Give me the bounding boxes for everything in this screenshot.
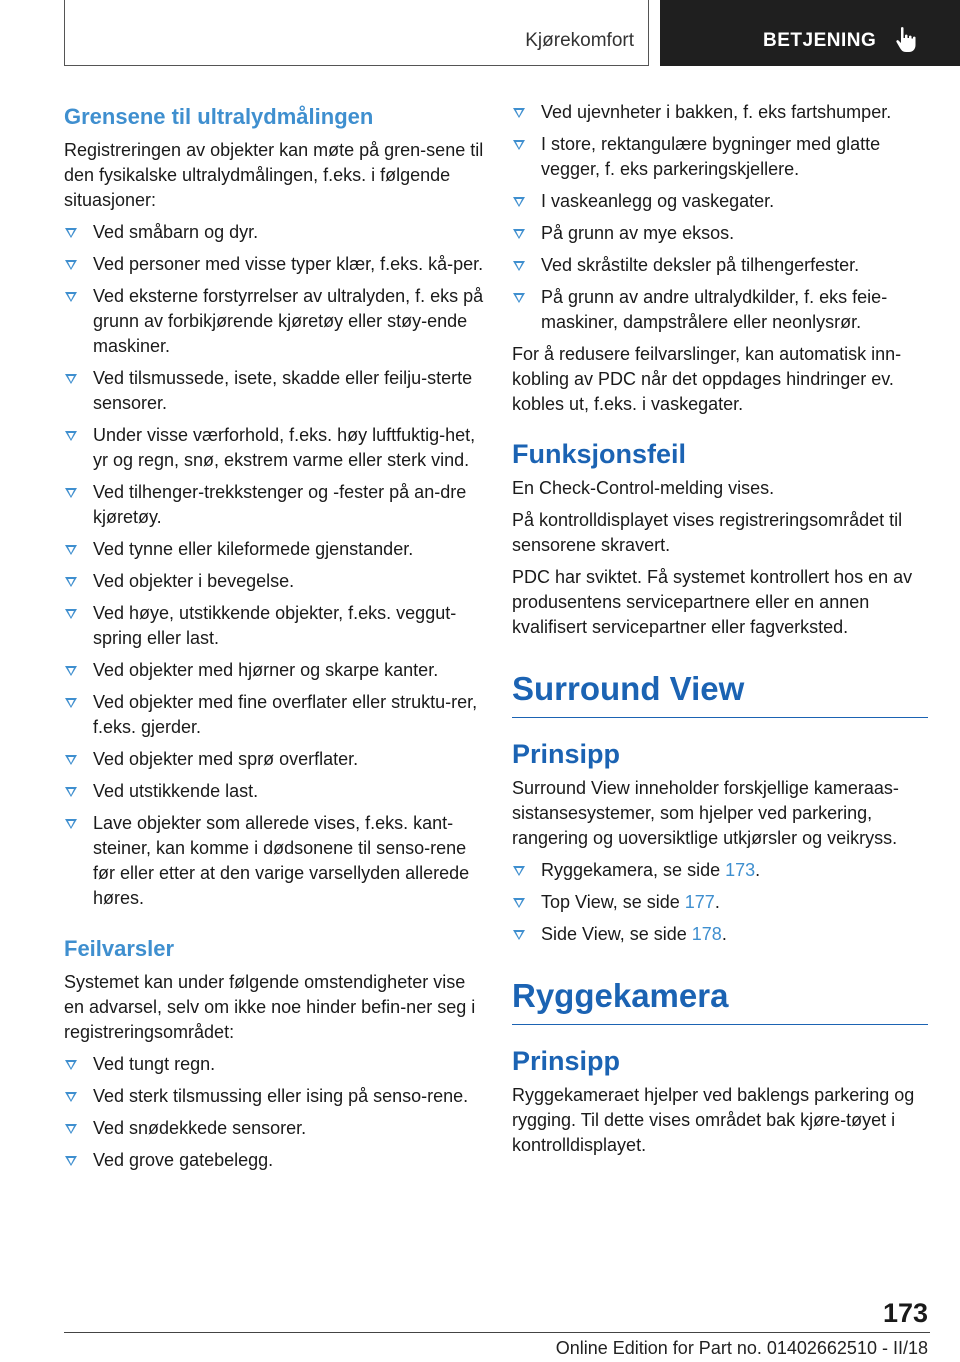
header-section-box [64,0,649,66]
bullet-list [64,220,484,911]
triangle-bullet-icon [65,787,77,797]
paragraph: Registreringen av objekter kan møte på gren-sene til den fysikalske ultralydmålingen, f.eks. i følgende situasjoner: [64,140,484,210]
triangle-bullet-icon [65,488,77,498]
footer-divider [64,1332,930,1333]
header-section-title: Kjørekomfort [525,30,634,51]
page-link[interactable]: 177 [684,892,715,912]
triangle-bullet-icon [65,1092,77,1102]
list-item: Ved snødekkede sensorer. [64,1116,484,1141]
list-item: Ved objekter i bevegelse. [64,569,484,594]
triangle-bullet-icon [513,197,525,207]
list-item: Ved eksterne forstyrrelser av ultralyden, f. eks på grunn av forbikjørende kjøretøy eller støy-ende maskiner. [64,284,484,359]
list-item: På grunn av andre ultralydkilder, f. eks feie-maskiner, dampstrålere eller neonlysrør. [512,285,928,335]
triangle-bullet-icon [65,228,77,238]
list-item: Ved sterk tilsmussing eller ising på senso-rene. [64,1084,484,1109]
paragraph: På kontrolldisplayet vises registreringsområdet til sensorene skravert. [512,510,903,555]
triangle-bullet-icon [65,1124,77,1134]
left-column [64,100,484,1180]
list-item: I vaskeanlegg og vaskegater. [512,189,928,214]
list-item: Ved tynne eller kileformede gjenstander. [64,537,484,562]
bullet-list [512,100,928,335]
list-item: Ved småbarn og dyr. [64,220,484,245]
triangle-bullet-icon [513,930,525,940]
triangle-bullet-icon [513,261,525,271]
right-column [512,100,928,1165]
list-item: På grunn av mye eksos. [512,221,928,246]
heading-principle: Prinsipp [512,739,621,769]
triangle-bullet-icon [65,292,77,302]
list-item: I store, rektangulære bygninger med glatte vegger, f. eks parkeringskjellere. [512,132,928,182]
triangle-bullet-icon [513,108,525,118]
triangle-bullet-icon [513,229,525,239]
hand-pointer-icon [894,26,920,54]
list-item: Ved skråstilte deksler på tilhengerfester. [512,253,928,278]
triangle-bullet-icon [65,666,77,676]
list-item: Ryggekamera, se side 173. [512,858,928,883]
triangle-bullet-icon [513,140,525,150]
list-item: Ved objekter med hjørner og skarpe kanter. [64,658,484,683]
list-item: Ved tilhenger-trekkstenger og -fester på an-dre kjøretøy. [64,480,484,530]
triangle-bullet-icon [65,374,77,384]
heading-surround-view: Surround View [512,669,928,718]
list-item: Under visse værforhold, f.eks. høy luftfuktig-het, yr og regn, snø, ekstrem varme eller sterk vind. [64,423,484,473]
list-item: Ved tungt regn. [64,1052,484,1077]
list-item: Ved utstikkende last. [64,779,484,804]
list-item: Side View, se side 178. [512,922,928,947]
header-chapter-title: BETJENING [763,30,877,51]
heading-malfunction: Funksjonsfeil [512,439,687,469]
header-chapter-box [660,0,960,66]
heading-rear-camera: Ryggekamera [512,976,928,1025]
list-item: Ved objekter med fine overflater eller struktu-rer, f.eks. gjerder. [64,690,484,740]
triangle-bullet-icon [513,866,525,876]
heading-false-warnings: Feilvarsler [64,936,175,961]
triangle-bullet-icon [65,260,77,270]
list-item: Ved tilsmussede, isete, skadde eller feilju-sterte sensorer. [64,366,484,416]
footer-edition: Online Edition for Part no. 01402662510 - II/18 [555,1338,928,1358]
list-item: Ved ujevnheter i bakken, f. eks fartshumper. [512,100,928,125]
heading-principle: Prinsipp [512,1046,621,1076]
triangle-bullet-icon [65,755,77,765]
list-item: Lave objekter som allerede vises, f.eks. kant-steiner, kan komme i dødsonene til senso-rene før eller etter at den varige varsellyden allerede høres. [64,811,484,911]
triangle-bullet-icon [65,545,77,555]
triangle-bullet-icon [65,609,77,619]
triangle-bullet-icon [513,293,525,303]
list-item: Ved personer med visse typer klær, f.eks. kå-per. [64,252,484,277]
triangle-bullet-icon [65,431,77,441]
list-item: Ved objekter med sprø overflater. [64,747,484,772]
bullet-list [64,1052,484,1173]
page-number: 173 [882,1298,928,1328]
paragraph: En Check-Control-melding vises. [512,478,775,498]
paragraph: Systemet kan under følgende omstendigheter vise en advarsel, selv om ikke noe hinder befin-ner seg i registreringsområdet: [64,972,476,1042]
list-item: Top View, se side 177. [512,890,928,915]
triangle-bullet-icon [65,1060,77,1070]
paragraph: For å redusere feilvarslinger, kan automatisk inn-kobling av PDC når det oppdages hindringer ev. kobles ut, f.eks. i vaskegater. [512,344,902,414]
paragraph: Ryggekameraet hjelper ved baklengs parkering og rygging. Til dette vises området bak kjøre-tøyet i kontrolldisplayet. [512,1085,915,1155]
paragraph: PDC har sviktet. Få systemet kontrollert hos en av produsentens servicepartnere eller en annen kvalifisert servicepartner eller fagverksted. [512,567,913,637]
triangle-bullet-icon [65,577,77,587]
page-header [0,0,960,66]
triangle-bullet-icon [513,898,525,908]
heading-ultrasound-limits: Grensene til ultralydmålingen [64,104,374,129]
triangle-bullet-icon [65,1156,77,1166]
paragraph: Surround View inneholder forskjellige kameraas-sistansesystemer, som hjelper ved parkering, rangering og uoversiktlige utkjørsler og veikryss. [512,778,899,848]
list-item: Ved grove gatebelegg. [64,1148,484,1173]
reference-list [512,858,928,947]
triangle-bullet-icon [65,819,77,829]
page-link[interactable]: 178 [691,924,722,944]
triangle-bullet-icon [65,698,77,708]
page-link[interactable]: 173 [725,860,756,880]
list-item: Ved høye, utstikkende objekter, f.eks. veggut-spring eller last. [64,601,484,651]
